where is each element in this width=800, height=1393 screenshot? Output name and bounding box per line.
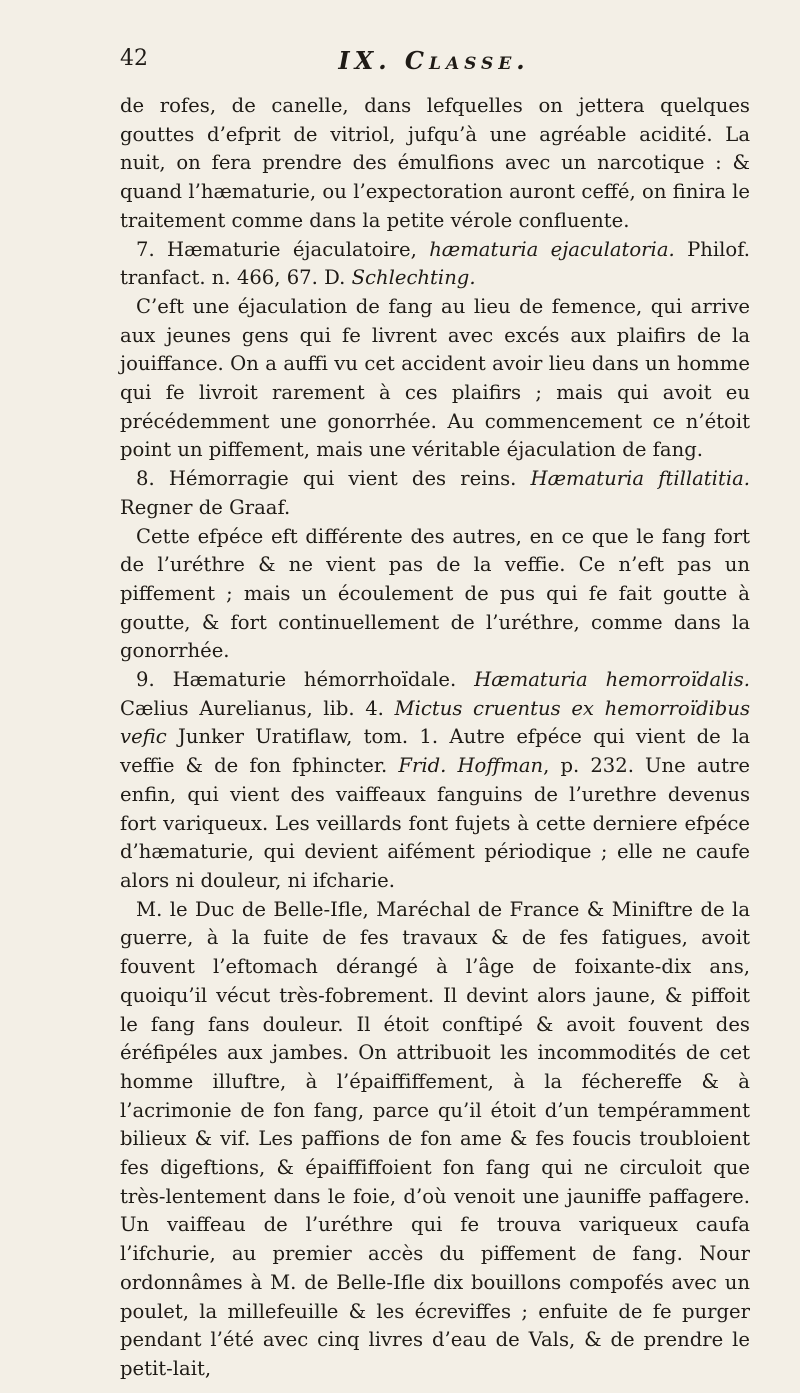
paragraph	[120, 896, 750, 1384]
page-header	[120, 46, 748, 80]
paragraph	[120, 666, 750, 896]
text-run: de rofes, de canelle, dans lefquelles on jettera quelques gouttes d’efprit de vitriol, jufqu’à une agréable acidité. La nuit, on fera prendre des émulfions avec un narcotique : & quand l’hæmaturie, ou l’expectoration auront ceffé, on finira le traitement comme dans la petite vérole confluente.	[120, 94, 750, 232]
page-number: 42	[120, 46, 148, 71]
paragraph	[120, 236, 750, 293]
latin-term: Hæmaturia ftillatitia.	[530, 467, 750, 491]
latin-term: Mictus cruentus ex hemorroïdibus vefic	[120, 696, 750, 749]
latin-term: Frid. Hoffman	[398, 754, 544, 778]
text-run: 8. Hémorragie qui vient des reins.	[136, 467, 531, 491]
paragraph	[120, 465, 750, 522]
paragraph	[120, 523, 750, 667]
text-run: 9. Hæmaturie hémorrhoïdale.	[136, 668, 475, 692]
text-run: M. le Duc de Belle-Ifle, Maréchal de France & Miniftre de la guerre, à la fuite de fes travaux & de fes fatigues, avoit fouvent l’eftomach dérangé à l’âge de foixante-dix ans, quoiqu’il vécut très-fobrement. Il devint alors jaune, & piffoit le fang fans douleur. Il étoit conftipé & avoit fouvent des éréfipéles aux jambes. On attribuoit les incommodités de cet homme illuftre, à l’épaiffiffement, à la féchereffe & à l’acrimonie de fon fang, parce qu’il étoit d’un tempéramment bilieux & vif. Les paffions de fon ame & fes foucis troubloient fes digeftions, & épaiffiffoient fon fang qui ne circuloit que très-lentement dans le foie, d’où venoit une jauniffe paffagere. Un vaiffeau de l’uréthre qui fe trouva variqueux caufa l’ifchurie, au premier accès du piffement de fang. Nour ordonnâmes à M. de Belle-Ifle dix bouillons compofés avec un poulet, la millefeuille & les écreviffes ; enfuite de fe purger pendant l’été avec cinq livres d’eau de Vals, & de prendre le petit-lait,	[120, 897, 750, 1380]
text-run: 7. Hæmaturie éjaculatoire,	[136, 237, 430, 261]
paragraph	[120, 92, 750, 236]
text-run: Regner de Graaf.	[120, 495, 291, 519]
text-run: Philof. tranfact. n. 466, 67. D.	[120, 237, 750, 290]
text-run: Junker Uratiflaw, tom. 1. Autre efpéce qui vient de la veffie & de fon fphincter.	[120, 725, 750, 778]
text-run: , p. 232. Une autre enfin, qui vient des vaiffeaux fanguins de l’urethre devenus fort variqueux. Les veillards font fujets à cette derniere efpéce d’hæmaturie, qui devient aifément périodique ; elle ne caufe alors ni douleur, ni ifcharie.	[120, 754, 751, 892]
text-run: C’eft une éjaculation de fang au lieu de femence, qui arrive aux jeunes gens qui fe livrent avec excés aux plaifirs de la jouiffance. On a auffi vu cet accident avoir lieu dans un homme qui fe livroit rarement à ces plaifirs ; mais qui avoit eu précédemment une gonorrhée. Au commencement ce n’étoit point un piffement, mais une véritable éjaculation de fang.	[120, 294, 750, 462]
latin-term: Schlechting.	[351, 266, 476, 290]
running-head: IX. Classe.	[338, 46, 530, 75]
body-text	[120, 92, 750, 1384]
latin-term: hæmaturia ejaculatoria.	[429, 237, 675, 261]
text-run: Cette efpéce eft différente des autres, en ce que le fang fort de l’uréthre & ne vient pas de la veffie. Ce n’eft pas un piffement ; mais un écoulement de pus qui fe fait goutte à goutte, & fort continuellement de l’uréthre, comme dans la gonorrhée.	[120, 524, 750, 663]
text-run: Cælius Aurelianus, lib. 4.	[120, 696, 395, 720]
paragraph	[120, 293, 750, 465]
latin-term: Hæmaturia hemorroïdalis.	[474, 668, 750, 692]
